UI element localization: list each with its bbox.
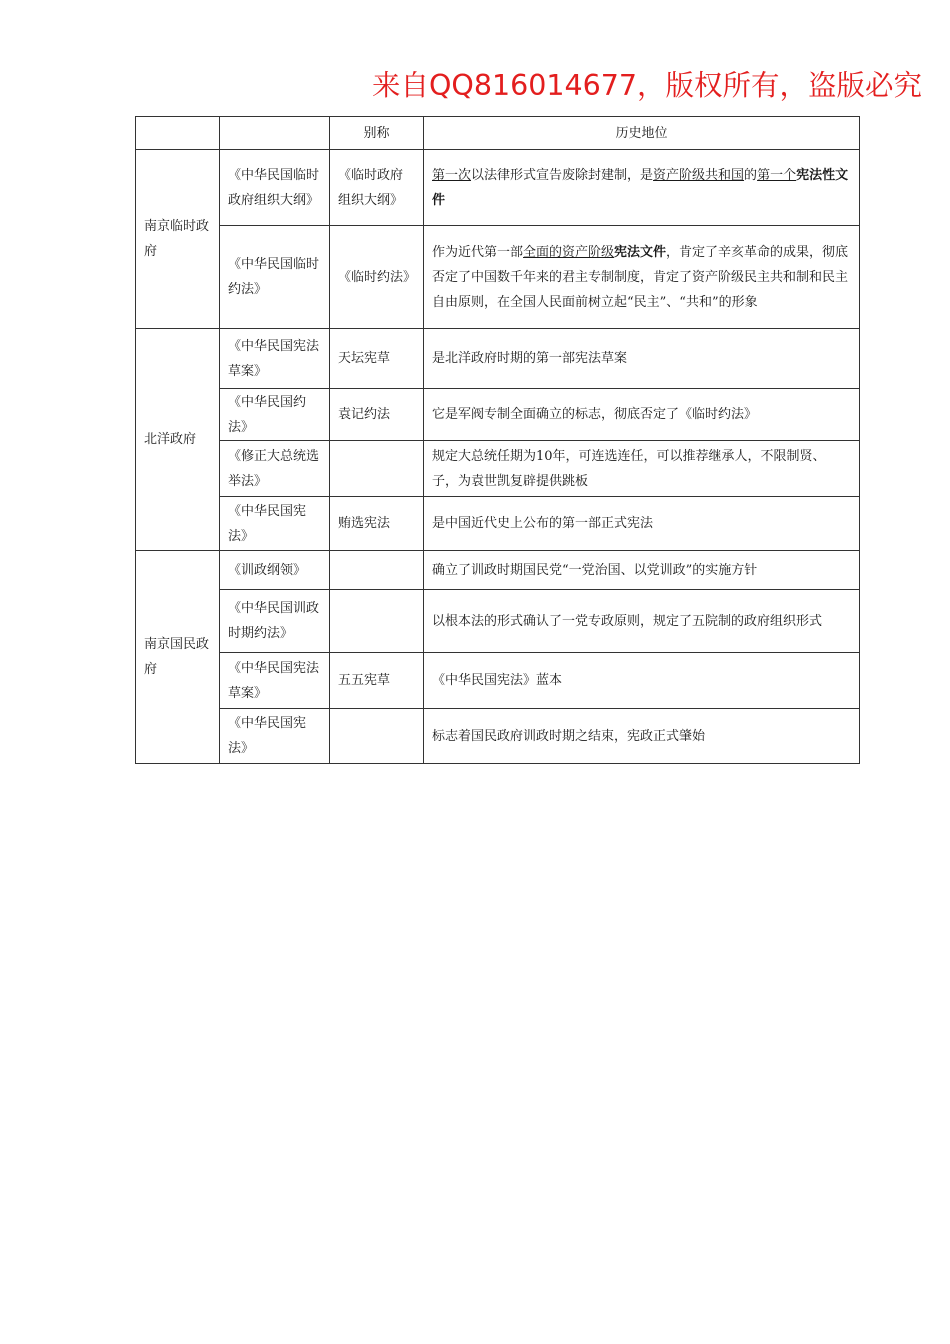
table-row — [136, 329, 860, 389]
document-cell: 《中华民国约法》 — [220, 389, 330, 441]
document-cell: 《修正大总统选举法》 — [220, 441, 330, 497]
government-cell: 南京临时政府 — [136, 150, 220, 329]
status-text: 的 — [744, 167, 758, 183]
status-text-bold: 宪法文件 — [614, 244, 667, 260]
table-row — [136, 709, 860, 764]
document-cell: 《中华民国训政时期约法》 — [220, 590, 330, 653]
status-text-underlined: 第一个 — [757, 167, 797, 183]
status-cell: 它是军阀专制全面确立的标志，彻底否定了《临时约法》 — [424, 389, 860, 441]
table-row — [136, 150, 860, 226]
watermark-text: 来自QQ816014677，版权所有，盗版必究 — [372, 69, 923, 102]
status-text: 以法律形式宣告废除封建制，是 — [471, 167, 654, 183]
status-cell: 以根本法的形式确认了一党专政原则，规定了五院制的政府组织形式 — [424, 590, 860, 653]
document-cell: 《中华民国宪法》 — [220, 709, 330, 764]
header-historical-status: 历史地位 — [424, 117, 860, 150]
status-text: ，肯定了辛亥革命的成果，彻底否定了中国数千年来的君主专制制度，肯定了资产阶级民主共和制和民主自由原则，在全国人民面前树立起“民主”、“共和”的形象 — [432, 244, 849, 310]
status-text: 作为近代第一部 — [432, 244, 524, 260]
status-text-underlined: 第一次 — [432, 167, 472, 183]
status-cell: 是北洋政府时期的第一部宪法草案 — [424, 329, 860, 389]
table-row — [136, 226, 860, 329]
status-cell — [424, 150, 860, 226]
header-alias: 别称 — [330, 117, 424, 150]
document-cell: 《中华民国临时政府组织大纲》 — [220, 150, 330, 226]
government-cell: 南京国民政府 — [136, 551, 220, 764]
table-row — [136, 590, 860, 653]
status-text-underlined: 资产阶级共和国 — [653, 167, 745, 183]
alias-cell: 《临时约法》 — [330, 226, 424, 329]
header-document — [220, 117, 330, 150]
alias-cell: 天坛宪草 — [330, 329, 424, 389]
header-government — [136, 117, 220, 150]
status-text-underlined: 全面的资产阶级 — [523, 244, 615, 260]
table-header-row — [136, 117, 860, 150]
status-cell — [424, 226, 860, 329]
document-cell: 《训政纲领》 — [220, 551, 330, 590]
alias-cell — [330, 590, 424, 653]
alias-cell: 《临时政府组织大纲》 — [330, 150, 424, 226]
alias-cell — [330, 441, 424, 497]
table-row — [136, 389, 860, 441]
status-text-bold: 宪法性文件 — [432, 167, 849, 208]
document-cell: 《中华民国宪法》 — [220, 497, 330, 551]
document-cell: 《中华民国临时约法》 — [220, 226, 330, 329]
alias-cell: 五五宪草 — [330, 653, 424, 709]
table-row — [136, 653, 860, 709]
alias-cell — [330, 709, 424, 764]
alias-cell: 贿选宪法 — [330, 497, 424, 551]
status-cell: 标志着国民政府训政时期之结束，宪政正式肇始 — [424, 709, 860, 764]
alias-cell: 袁记约法 — [330, 389, 424, 441]
document-cell: 《中华民国宪法草案》 — [220, 329, 330, 389]
constitution-history-table — [135, 116, 860, 764]
status-cell: 确立了训政时期国民党“一党治国、以党训政”的实施方针 — [424, 551, 860, 590]
government-cell: 北洋政府 — [136, 329, 220, 551]
table-row — [136, 551, 860, 590]
table-row — [136, 441, 860, 497]
status-cell: 是中国近代史上公布的第一部正式宪法 — [424, 497, 860, 551]
document-cell: 《中华民国宪法草案》 — [220, 653, 330, 709]
status-cell: 规定大总统任期为10年，可连选连任，可以推荐继承人，不限制贤、子，为袁世凯复辟提供跳板 — [424, 441, 860, 497]
table-row — [136, 497, 860, 551]
status-cell: 《中华民国宪法》蓝本 — [424, 653, 860, 709]
alias-cell — [330, 551, 424, 590]
